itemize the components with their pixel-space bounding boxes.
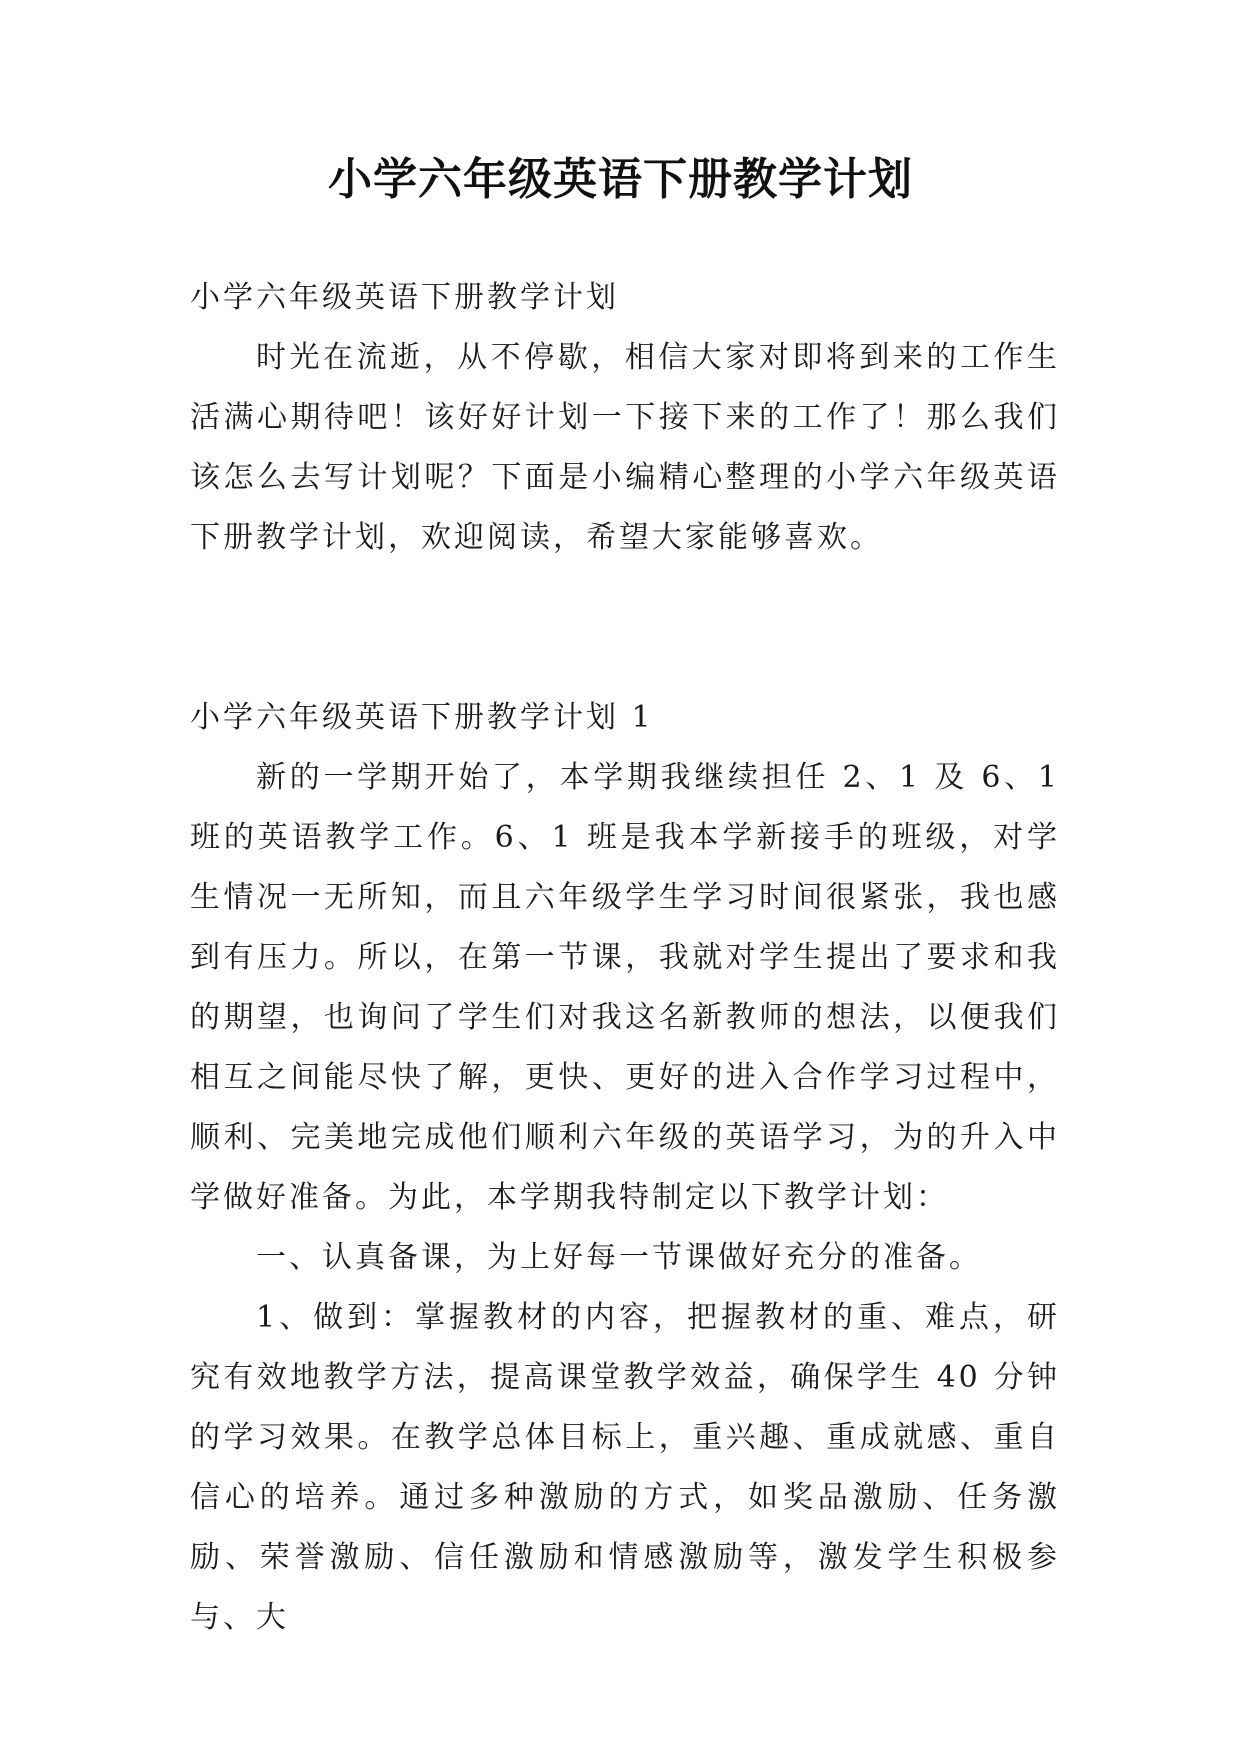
document-body	[190, 268, 1060, 1648]
document-subtitle: 小学六年级英语下册教学计划	[190, 280, 619, 315]
section-title: 小学六年级英语下册教学计划 1	[190, 700, 654, 735]
body-paragraph: 1、做到：掌握教材的内容，把握教材的重、难点，研究有效地教学方法，提高课堂教学效益，确保学生 40 分钟的学习效果。在教学总体目标上，重兴趣、重成就感、重自信心的培养。通过多种激励的方式，如奖品激励、任务激励、荣誉激励、信任激励和情感激励等，激发学生积极参与、大	[190, 1300, 1060, 1635]
document-title: 小学六年级英语下册教学计划	[328, 154, 913, 205]
body-paragraph: 新的一学期开始了，本学期我继续担任 2、1 及 6、1 班的英语教学工作。6、1 班是我本学新接手的班级，对学生情况一无所知，而且六年级学生学习时间很紧张，我也感到有压力。所以，在第一节课，我就对学生提出了要求和我的期望，也询问了学生们对我这名新教师的想法，以便我们相互之间能尽快了解，更快、更好的进入合作学习过程中，顺利、完美地完成他们顺利六年级的英语学习，为的升入中学做好准备。为此，本学期我特制定以下教学计划：	[190, 760, 1060, 1215]
intro-paragraph: 时光在流逝，从不停歇，相信大家对即将到来的工作生活满心期待吧！该好好计划一下接下来的工作了！那么我们该怎么去写计划呢？下面是小编精心整理的小学六年级英语下册教学计划，欢迎阅读，希望大家能够喜欢。	[190, 340, 1060, 555]
body-paragraph: 一、认真备课，为上好每一节课做好充分的准备。	[256, 1240, 982, 1275]
paragraph-gap	[190, 568, 1060, 688]
